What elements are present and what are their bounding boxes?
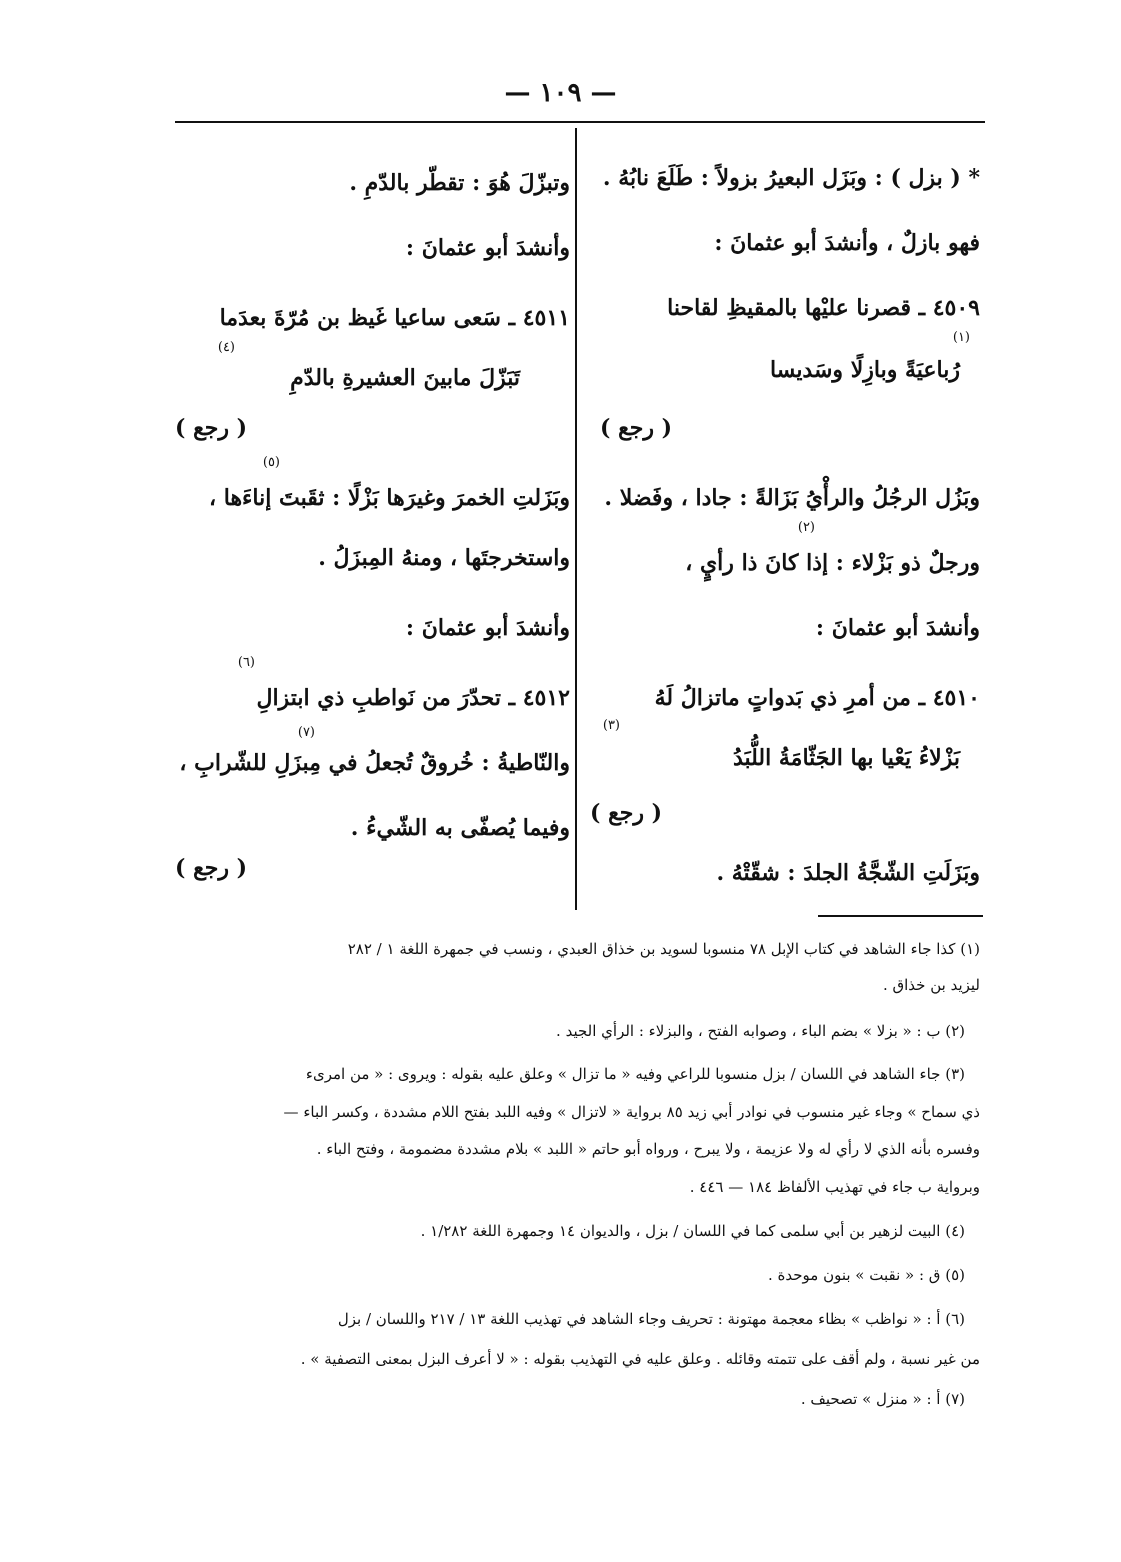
verse-4509-first: ٤٥٠٩ ـ قصرنا عليْها بالمقيظِ لقاحنا	[667, 295, 980, 321]
verse-4510-second: بَزْلاءُ يَعْيا بها الجَثّامَةُ اللُّبَدُ	[732, 745, 960, 771]
text-line: وفيما يُصفّى به الشّيءُ .	[350, 815, 570, 841]
footnote-1-cont: ليزيد بن خذاق .	[882, 976, 980, 994]
footnote-marker-5: (٥)	[262, 455, 280, 470]
footnote-3: (٣) جاء الشاهد في اللسان / بزل منسوبا للراعي وفيه « ما تزال » وعلق عليه بقوله : ويروى : « من امرىء	[305, 1065, 965, 1083]
footnote-3-cont: وفسره بأنه الذي لا رأي له ولا عزيمة ، ولا يبرح ، ورواه أبو حاتم « اللبد » بلام مشددة مضمومة ، وفتح الباء .	[316, 1140, 980, 1158]
rajaa-marker: ( رجع )	[175, 415, 248, 441]
rajaa-marker: ( رجع )	[590, 800, 663, 826]
footnote-5: (٥) ق : « نقبت » بنون موحدة .	[767, 1266, 965, 1284]
text-line: واستخرجتَها ، ومنهُ المِبزَلُ .	[318, 545, 570, 571]
verse-4511-first: ٤٥١١ ـ سَعى ساعيا غَيظ بن مُرّةَ بعدَما	[219, 305, 570, 331]
footnote-4: (٤) البيت لزهير بن أبي سلمى كما في اللسان / بزل ، والديوان ١٤ وجمهرة اللغة ١/٢٨٢ .	[420, 1222, 965, 1240]
column-divider	[575, 128, 577, 910]
footnote-7: (٧) أ : « منزل » تصحيف .	[800, 1390, 965, 1408]
footnote-marker-7: (٧)	[297, 725, 315, 740]
rajaa-marker: ( رجع )	[175, 855, 248, 881]
verse-4509-second: رُباعيَةً وبازِلًا وسَديسا	[769, 357, 960, 383]
footnote-3-cont: ذي سماح » وجاء غير منسوب في نوادر أبي زيد ٨٥ برواية « لاتزال » وفيه اللبد بفتح اللام مشددة ، وكسر الباء —	[283, 1103, 980, 1121]
footnote-1: (١) كذا جاء الشاهد في كتاب الإبل ٧٨ منسوبا لسويد بن خذاق العبدي ، ونسب في جمهرة اللغة ١ / ٢٨٢	[347, 940, 980, 958]
text-line: وبَزَلتِ الخمرَ وغيرَها بَزْلًا : ثقَبتَ إناءَها ،	[208, 485, 570, 511]
rajaa-marker: ( رجع )	[600, 415, 673, 441]
verse-4510-first: ٤٥١٠ ـ من أمرِ ذي بَدواتٍ ماتزالُ لَهُ	[654, 685, 980, 711]
text-line: ورجلٌ ذو بَزْلاء : إذا كانَ ذا رأيٍ ،	[685, 550, 980, 576]
footnote-6: (٦) أ : « نواظب » بظاء معجمة مهتونة : تحريف وجاء الشاهد في تهذيب اللغة ١٣ / ٢١٧ واللسان / بزل	[337, 1310, 965, 1328]
text-line: وأنشدَ أبو عثمانَ :	[405, 615, 570, 641]
page-number: — ١٠٩ —	[504, 78, 617, 108]
verse-4511-second: تَبَزّلَ مابينَ العشيرةِ بالدّمِ	[290, 365, 520, 391]
entry-heading-line: * ( بزل ) : وبَزَل البعيرُ بزولاً : طَلَعَ نابُهُ .	[602, 165, 980, 191]
footnote-marker-4: (٤)	[217, 340, 235, 355]
footnote-marker-2: (٢)	[797, 520, 815, 535]
verse-4512: ٤٥١٢ ـ تحدّرَ من نَواطبِ ذي ابتزالِ	[256, 685, 570, 711]
footnote-marker-6: (٦)	[237, 655, 255, 670]
text-line: والنّاطيةُ : خُروقٌ تُجعلُ في مِبزَلِ للشّرابِ ،	[179, 750, 570, 776]
footnotes-rule	[818, 915, 983, 917]
footnote-2: (٢) ب : « بزلا » بضم الباء ، وصوابه الفتح ، والبزلاء : الرأي الجيد .	[556, 1022, 965, 1040]
footnote-3-cont: وبرواية ب جاء في تهذيب الألفاظ ١٨٤ — ٤٤٦ .	[689, 1178, 980, 1196]
footnote-6-cont: من غير نسبة ، ولم أقف على تتمته وقائله . وعلق عليه في التهذيب بقوله : « لا أعرف البزل بمعنى التصفية » .	[300, 1350, 980, 1368]
footnote-marker-3: (٣)	[602, 718, 620, 733]
text-line: وبَزُل الرجُلُ والرأْيُ بَزَالةً : جادا ، وفَضلا .	[604, 485, 980, 511]
text-line: وأنشدَ أبو عثمانَ :	[405, 235, 570, 261]
text-line: وبَزَلَتِ الشّجَّةُ الجلدَ : شقّتْهُ .	[716, 860, 980, 886]
text-line: وأنشدَ أبو عثمانَ :	[815, 615, 980, 641]
footnote-marker-1: (١)	[952, 330, 970, 345]
header-rule	[175, 121, 985, 123]
text-line: وتبزّلَ هُوَ : تقطّر بالدّمِ .	[349, 170, 570, 196]
text-line: فهو بازلٌ ، وأنشدَ أبو عثمانَ :	[714, 230, 980, 256]
